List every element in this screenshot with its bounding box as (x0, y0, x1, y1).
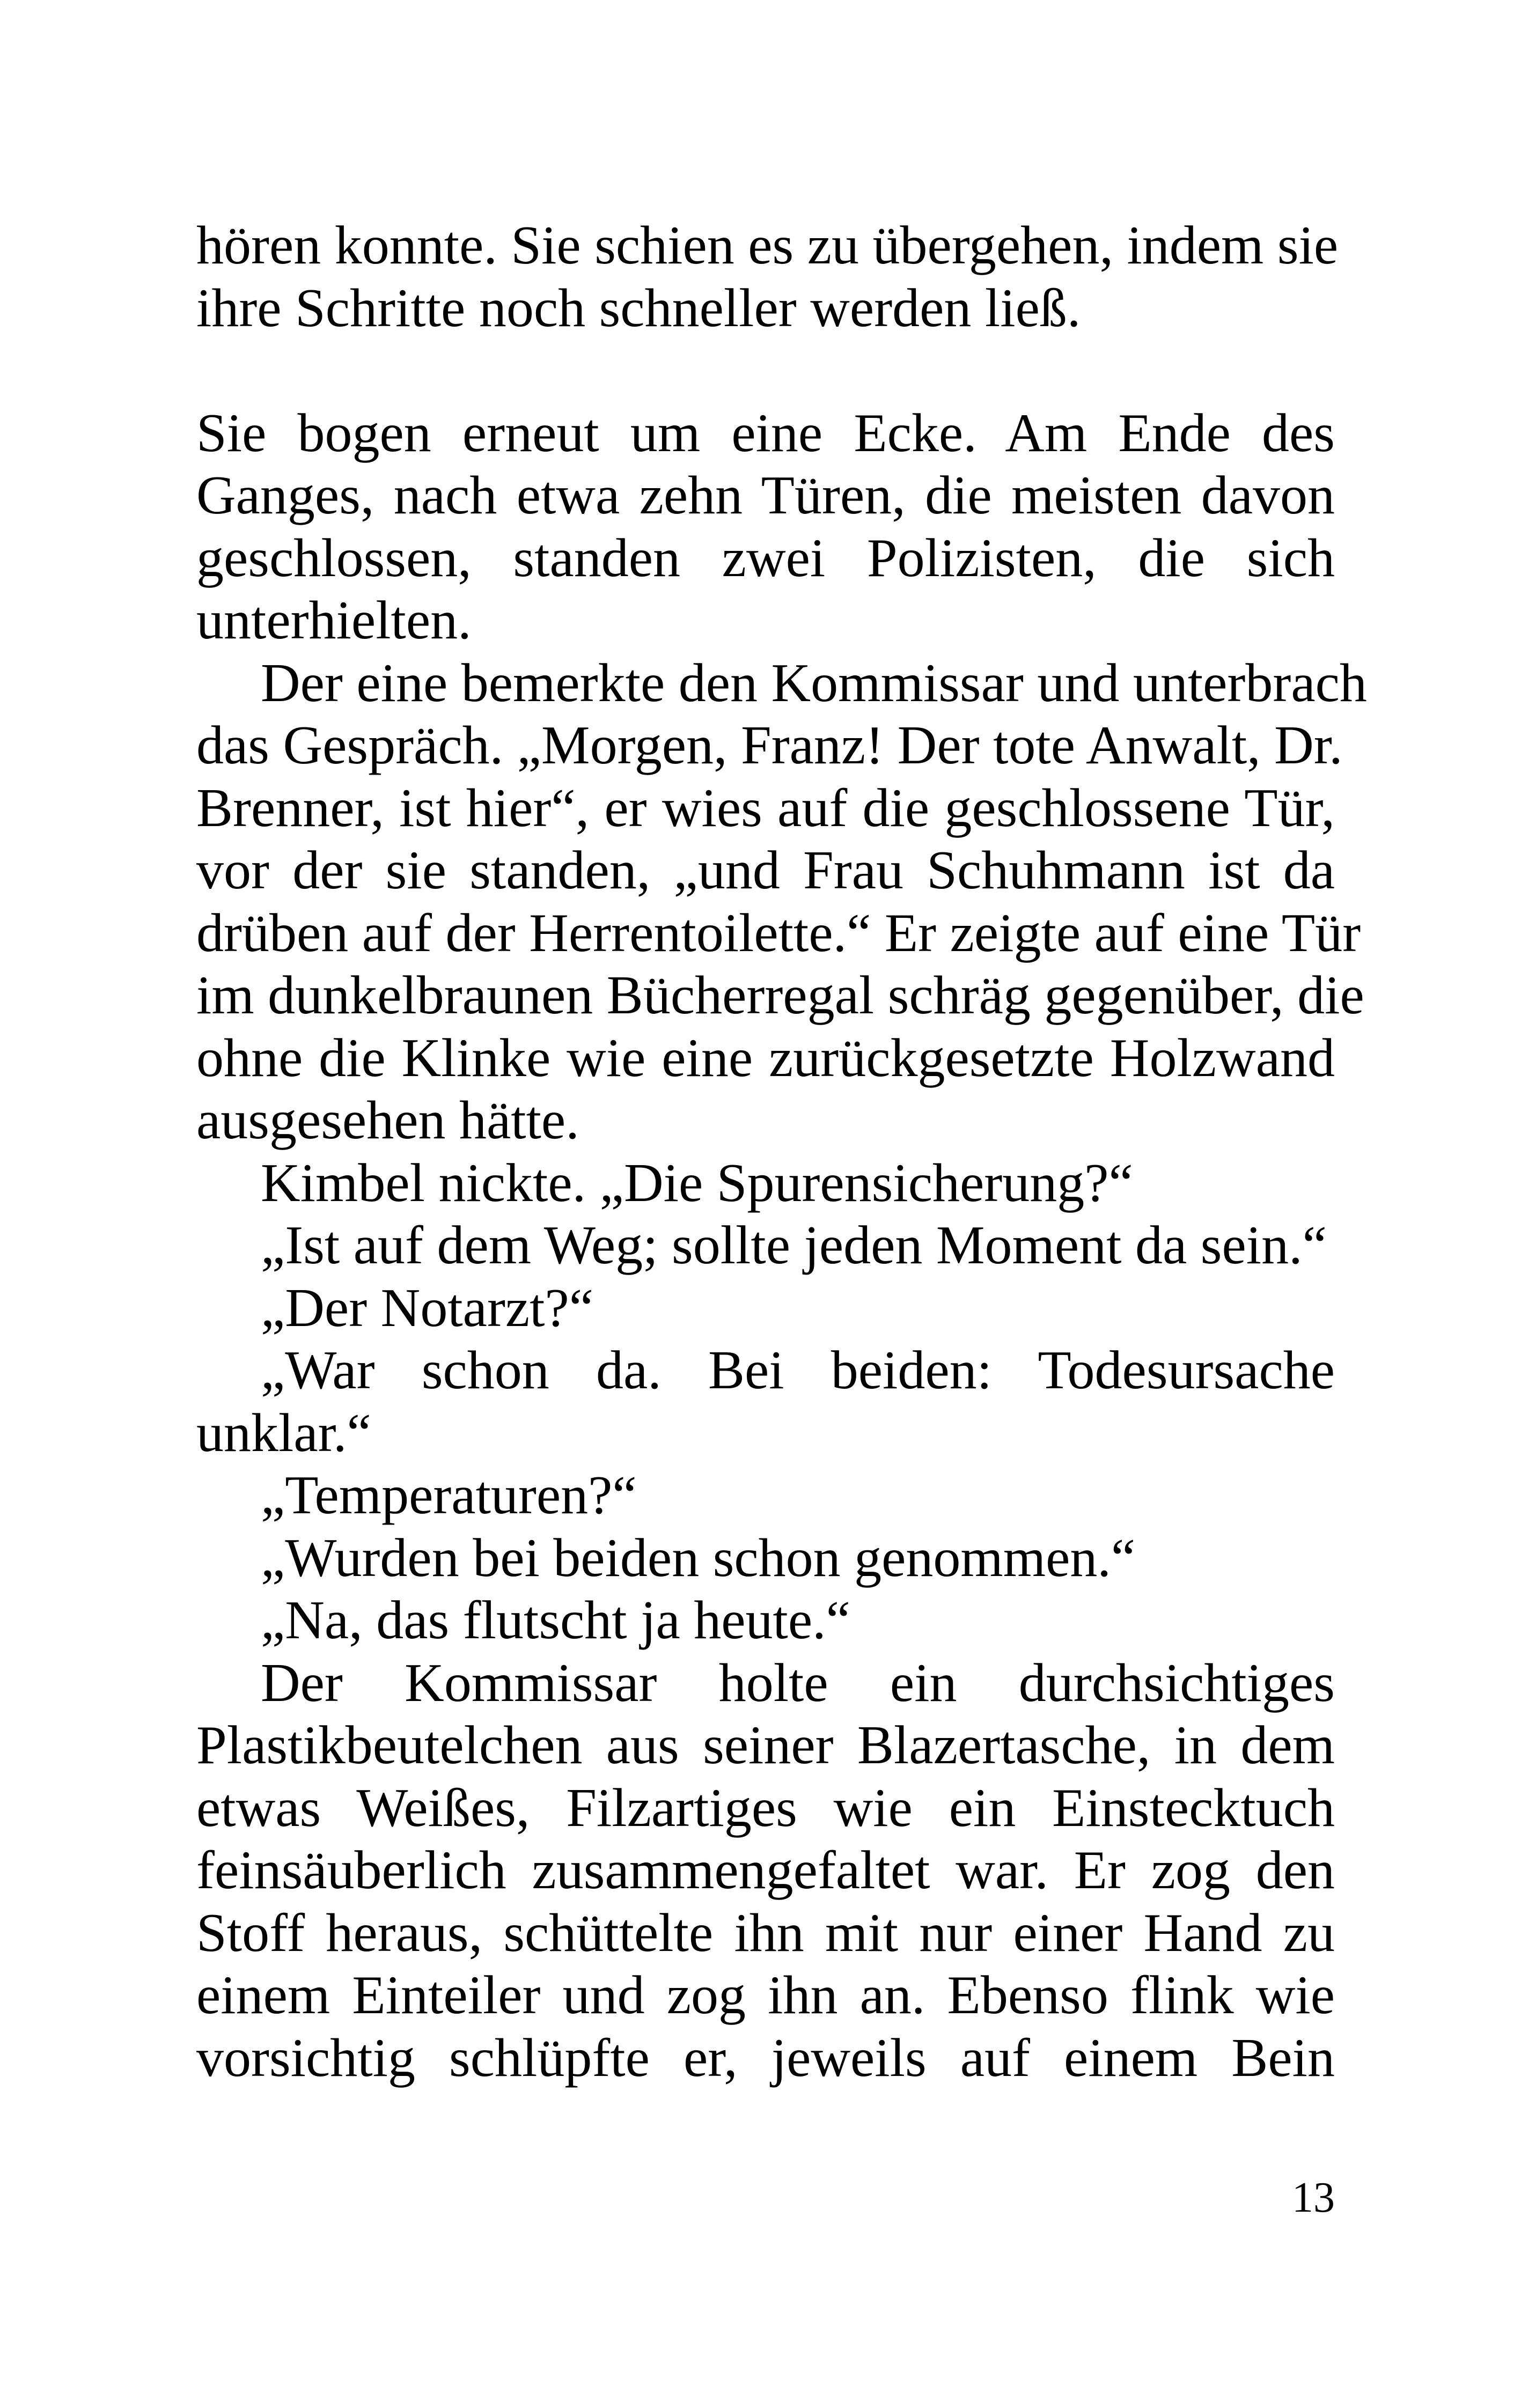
text-line: „Na, das flutscht ja heute.“ (261, 1590, 850, 1651)
text-line: Stoff heraus, schüttelte ihn mit nur einer Hand zu (196, 1902, 1335, 1963)
text-line: ihre Schritte noch schneller werden ließ. (196, 277, 1081, 338)
text-line: Kimbel nickte. „Die Spurensicherung?“ (261, 1152, 1133, 1213)
text-line: unklar.“ (196, 1402, 371, 1463)
text-line: etwas Weißes, Filzartiges wie ein Einstecktuch (196, 1777, 1335, 1838)
text-line: feinsäuberlich zusammengefaltet war. Er zog den (196, 1840, 1335, 1901)
paragraph-gap (196, 340, 1335, 402)
page-number: 13 (1292, 2174, 1335, 2221)
text-line: geschlossen, standen zwei Polizisten, die sich (196, 527, 1335, 588)
text-line: einem Einteiler und zog ihn an. Ebenso flink wie (196, 1965, 1335, 2026)
text-line: „Temperaturen?“ (261, 1465, 637, 1526)
text-line: „Ist auf dem Weg; sollte jeden Moment da sein.“ (261, 1215, 1327, 1276)
text-line: im dunkelbraunen Bücherregal schräg gegenüber, die (196, 965, 1364, 1026)
body-text (196, 215, 1367, 2089)
text-line: „Wurden bei beiden schon genommen.“ (261, 1527, 1136, 1588)
text-line: „Der Notarzt?“ (261, 1277, 594, 1338)
text-line: Ganges, nach etwa zehn Türen, die meisten davon (196, 465, 1335, 526)
text-line: ohne die Klinke wie eine zurückgesetzte Holzwand (196, 1027, 1335, 1088)
text-line: ausgesehen hätte. (196, 1090, 579, 1151)
text-line: Der eine bemerkte den Kommissar und unterbrach (261, 652, 1367, 713)
text-line: das Gespräch. „Morgen, Franz! Der tote Anwalt, Dr. (196, 715, 1343, 776)
text-line: unterhielten. (196, 590, 472, 651)
text-line: Brenner, ist hier“, er wies auf die geschlossene Tür, (196, 777, 1335, 838)
text-line: vor der sie standen, „und Frau Schuhmann ist da (196, 840, 1335, 901)
text-line: Sie bogen erneut um eine Ecke. Am Ende des (196, 402, 1335, 463)
text-line: Plastikbeutelchen aus seiner Blazertasche, in dem (196, 1715, 1335, 1776)
text-line: hören konnte. Sie schien es zu übergehen, indem sie (196, 215, 1339, 276)
text-line: drüben auf der Herrentoilette.“ Er zeigte auf eine Tür (196, 902, 1361, 963)
text-line: Der Kommissar holte ein durchsichtiges (261, 1652, 1335, 1713)
text-line: vorsichtig schlüpfte er, jeweils auf einem Bein (196, 2027, 1335, 2088)
text-line: „War schon da. Bei beiden: Todesursache (261, 1340, 1335, 1401)
